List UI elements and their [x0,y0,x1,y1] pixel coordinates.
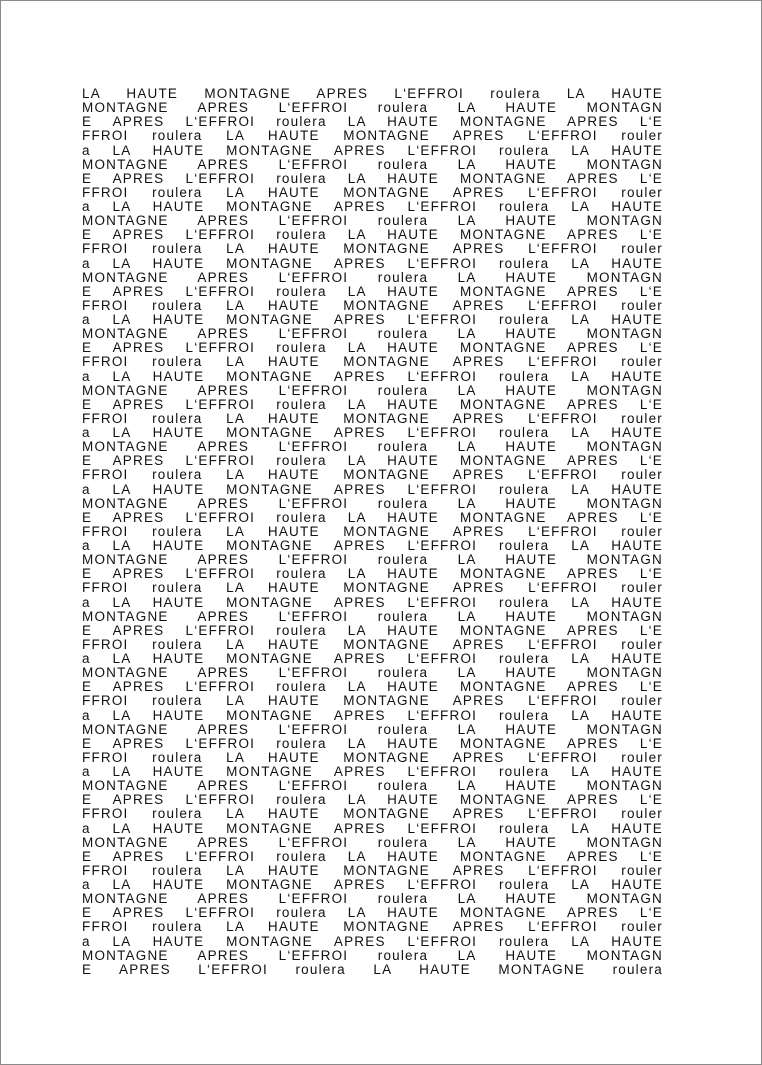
poem-line: MONTAGNE APRES L‘EFFROI roulera LA HAUTE MONTAGN [82,947,663,963]
poem-line: MONTAGNE APRES L‘EFFROI roulera LA HAUTE MONTAGN [82,891,663,907]
poem-line: FFROI roulera LA HAUTE MONTAGNE APRES L‘EFFROI rouler [82,410,663,426]
poem-line: MONTAGNE APRES L‘EFFROI roulera LA HAUTE MONTAGN [82,100,663,116]
poem-line: a LA HAUTE MONTAGNE APRES L‘EFFROI roulera LA HAUTE [82,142,663,158]
poem-line: a LA HAUTE MONTAGNE APRES L‘EFFROI roulera LA HAUTE [82,820,663,836]
poem-line: E APRES L‘EFFROI roulera LA HAUTE MONTAGNE APRES L‘E [82,283,663,299]
poem-line: E APRES L‘EFFROI roulera LA HAUTE MONTAGNE APRES L‘E [82,792,663,808]
poem-line: MONTAGNE APRES L‘EFFROI roulera LA HAUTE MONTAGN [82,213,663,229]
poem-line: a LA HAUTE MONTAGNE APRES L‘EFFROI roulera LA HAUTE [82,255,663,271]
poem-line: FFROI roulera LA HAUTE MONTAGNE APRES L‘EFFROI rouler [82,467,663,483]
poem-line: FFROI roulera LA HAUTE MONTAGNE APRES L‘EFFROI rouler [82,184,663,200]
poem-line: a LA HAUTE MONTAGNE APRES L‘EFFROI roulera LA HAUTE [82,933,663,949]
poem-line: E APRES L‘EFFROI roulera LA HAUTE MONTAGNE APRES L‘E [82,735,663,751]
poem-line: a LA HAUTE MONTAGNE APRES L‘EFFROI roulera LA HAUTE [82,481,663,497]
poem-line: MONTAGNE APRES L‘EFFROI roulera LA HAUTE MONTAGN [82,439,663,455]
poem-line: E APRES L‘EFFROI roulera LA HAUTE MONTAGNE APRES L‘E [82,114,663,130]
poem-line: MONTAGNE APRES L‘EFFROI roulera LA HAUTE MONTAGN [82,156,663,172]
poem-text-block [82,87,663,977]
poem-line: FFROI roulera LA HAUTE MONTAGNE APRES L‘EFFROI rouler [82,241,663,257]
poem-line: MONTAGNE APRES L‘EFFROI roulera LA HAUTE MONTAGN [82,834,663,850]
poem-line: FFROI roulera LA HAUTE MONTAGNE APRES L‘EFFROI rouler [82,806,663,822]
poem-line: E APRES L‘EFFROI roulera LA HAUTE MONTAGNE roulera [82,961,663,977]
poem-line: E APRES L‘EFFROI roulera LA HAUTE MONTAGNE APRES L‘E [82,679,663,695]
poem-line: E APRES L‘EFFROI roulera LA HAUTE MONTAGNE APRES L‘E [82,622,663,638]
poem-line: E APRES L‘EFFROI roulera LA HAUTE MONTAGNE APRES L‘E [82,340,663,356]
poem-line: E APRES L‘EFFROI roulera LA HAUTE MONTAGNE APRES L‘E [82,453,663,469]
poem-line: MONTAGNE APRES L‘EFFROI roulera LA HAUTE MONTAGN [82,382,663,398]
poem-line: FFROI roulera LA HAUTE MONTAGNE APRES L‘EFFROI rouler [82,297,663,313]
poem-line: MONTAGNE APRES L‘EFFROI roulera LA HAUTE MONTAGN [82,778,663,794]
poem-line: FFROI roulera LA HAUTE MONTAGNE APRES L‘EFFROI rouler [82,919,663,935]
poem-line: E APRES L‘EFFROI roulera LA HAUTE MONTAGNE APRES L‘E [82,509,663,525]
poem-line: E APRES L‘EFFROI roulera LA HAUTE MONTAGNE APRES L‘E [82,396,663,412]
poem-line: E APRES L‘EFFROI roulera LA HAUTE MONTAGNE APRES L‘E [82,848,663,864]
poem-line: FFROI roulera LA HAUTE MONTAGNE APRES L‘EFFROI rouler [82,862,663,878]
poem-line: FFROI roulera LA HAUTE MONTAGNE APRES L‘EFFROI rouler [82,523,663,539]
poem-line: MONTAGNE APRES L‘EFFROI roulera LA HAUTE MONTAGN [82,665,663,681]
poem-line: FFROI roulera LA HAUTE MONTAGNE APRES L‘EFFROI rouler [82,354,663,370]
poem-line: MONTAGNE APRES L‘EFFROI roulera LA HAUTE MONTAGN [82,269,663,285]
poem-line: a LA HAUTE MONTAGNE APRES L‘EFFROI roulera LA HAUTE [82,877,663,892]
poem-line: MONTAGNE APRES L‘EFFROI roulera LA HAUTE MONTAGN [82,495,663,511]
poem-line: FFROI roulera LA HAUTE MONTAGNE APRES L‘EFFROI rouler [82,749,663,765]
poem-line: FFROI roulera LA HAUTE MONTAGNE APRES L‘EFFROI rouler [82,636,663,652]
poem-line: FFROI roulera LA HAUTE MONTAGNE APRES L‘EFFROI rouler [82,128,663,144]
poem-line: a LA HAUTE MONTAGNE APRES L‘EFFROI roulera LA HAUTE [82,312,663,327]
poem-line: FFROI roulera LA HAUTE MONTAGNE APRES L‘EFFROI rouler [82,580,663,596]
poem-line: MONTAGNE APRES L‘EFFROI roulera LA HAUTE MONTAGN [82,326,663,342]
poem-line: a LA HAUTE MONTAGNE APRES L‘EFFROI roulera LA HAUTE [82,425,663,440]
poem-line: a LA HAUTE MONTAGNE APRES L‘EFFROI roulera LA HAUTE [82,707,663,723]
poem-line: a LA HAUTE MONTAGNE APRES L‘EFFROI roulera LA HAUTE [82,538,663,553]
poem-line: E APRES L‘EFFROI roulera LA HAUTE MONTAGNE APRES L‘E [82,905,663,921]
poem-line: a LA HAUTE MONTAGNE APRES L‘EFFROI roulera LA HAUTE [82,368,663,384]
poem-line: E APRES L‘EFFROI roulera LA HAUTE MONTAGNE APRES L‘E [82,227,663,243]
poem-line: a LA HAUTE MONTAGNE APRES L‘EFFROI roulera LA HAUTE [82,594,663,610]
poem-line: a LA HAUTE MONTAGNE APRES L‘EFFROI roulera LA HAUTE [82,764,663,779]
poem-line: LA HAUTE MONTAGNE APRES L‘EFFROI roulera LA HAUTE [82,86,663,101]
poem-line: MONTAGNE APRES L‘EFFROI roulera LA HAUTE MONTAGN [82,608,663,624]
poem-line: FFROI roulera LA HAUTE MONTAGNE APRES L‘EFFROI rouler [82,693,663,709]
poem-line: E APRES L‘EFFROI roulera LA HAUTE MONTAGNE APRES L‘E [82,566,663,582]
poem-line: MONTAGNE APRES L‘EFFROI roulera LA HAUTE MONTAGN [82,721,663,737]
poem-line: a LA HAUTE MONTAGNE APRES L‘EFFROI roulera LA HAUTE [82,651,663,666]
poem-line: MONTAGNE APRES L‘EFFROI roulera LA HAUTE MONTAGN [82,552,663,568]
poem-line: E APRES L‘EFFROI roulera LA HAUTE MONTAGNE APRES L‘E [82,170,663,186]
poem-line: a LA HAUTE MONTAGNE APRES L‘EFFROI roulera LA HAUTE [82,199,663,214]
